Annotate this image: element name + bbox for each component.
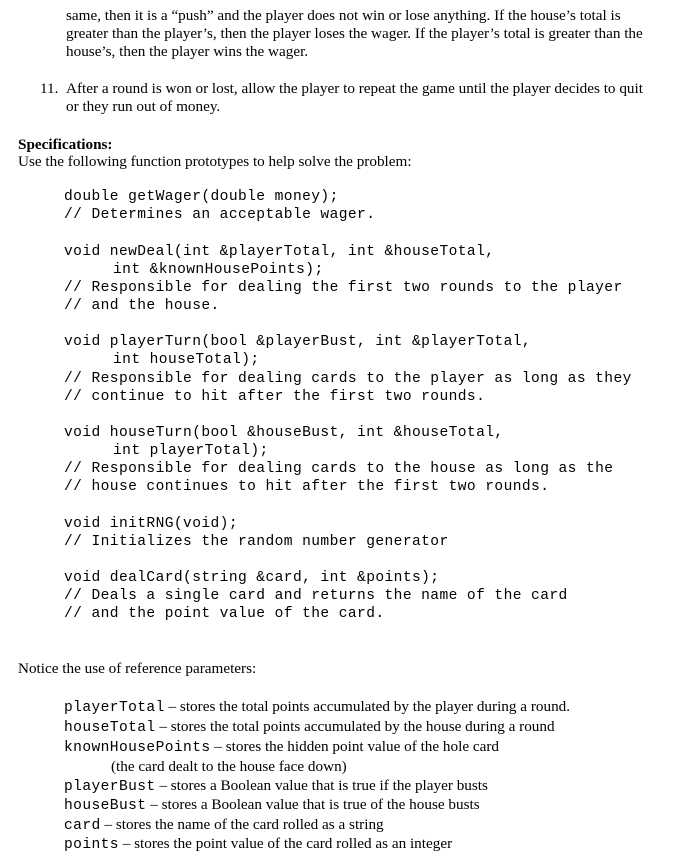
code-line: void dealCard(string &card, int &points); — [64, 570, 440, 586]
item-11-line-1: After a round is won or lost, allow the player to repeat the game until the player decides to quit — [66, 80, 643, 97]
parameter-name: card — [64, 818, 101, 834]
code-comment: // Responsible for dealing cards to the house as long as the — [64, 461, 614, 477]
list-item — [64, 816, 384, 835]
code-comment: // Determines an acceptable wager. — [64, 207, 376, 223]
code-line: int &knownHousePoints); — [113, 262, 324, 278]
parameter-description: – stores the hidden point value of the hole card — [210, 738, 500, 755]
parameter-description: – stores a Boolean value that is true if the player busts — [155, 777, 488, 794]
code-comment: // house continues to hit after the first two rounds. — [64, 479, 550, 495]
item-11-number: 11. — [40, 80, 59, 97]
parameter-description: – stores the point value of the card rolled as an integer — [118, 835, 453, 852]
parameter-description-continuation: (the card dealt to the house face down) — [111, 758, 347, 775]
list-item — [64, 738, 499, 757]
code-comment: // and the house. — [64, 298, 220, 314]
specifications-heading: Specifications: — [18, 136, 113, 153]
code-comment: // Deals a single card and returns the name of the card — [64, 588, 568, 604]
code-line: void newDeal(int &playerTotal, int &houseTotal, — [64, 244, 495, 260]
list-item — [64, 796, 480, 815]
parameter-description: – stores the name of the card rolled as a string — [100, 816, 384, 833]
parameter-description: – stores the total points accumulated by the house during a round — [155, 718, 555, 735]
code-line: void houseTurn(bool &houseBust, int &houseTotal, — [64, 425, 504, 441]
parameter-name: points — [64, 837, 119, 853]
notice-heading: Notice the use of reference parameters: — [18, 660, 257, 677]
intro-line-2: greater than the player’s, then the player loses the wager. If the player’s total is greater than the — [66, 25, 643, 42]
code-comment: // Responsible for dealing cards to the player as long as they — [64, 371, 632, 387]
list-item — [64, 777, 488, 796]
intro-line-3: house’s, then the player wins the wager. — [66, 43, 309, 60]
code-comment: // Responsible for dealing the first two rounds to the player — [64, 280, 623, 296]
code-line: int houseTotal); — [113, 352, 260, 368]
code-comment: // continue to hit after the first two rounds. — [64, 389, 486, 405]
parameter-description: – stores the total points accumulated by the player during a round. — [164, 698, 571, 715]
parameter-name: houseBust — [64, 798, 147, 814]
list-item — [64, 698, 570, 717]
item-11-line-2: or they run out of money. — [66, 98, 221, 115]
code-line: void initRNG(void); — [64, 516, 238, 532]
code-line: void playerTurn(bool &playerBust, int &playerTotal, — [64, 334, 532, 350]
parameter-name: knownHousePoints — [64, 740, 211, 756]
list-item — [64, 835, 452, 854]
parameter-name: playerBust — [64, 779, 156, 795]
code-comment: // Initializes the random number generator — [64, 534, 449, 550]
parameter-description: – stores a Boolean value that is true of the house busts — [146, 796, 480, 813]
code-line: double getWager(double money); — [64, 189, 339, 205]
parameter-name: playerTotal — [64, 700, 165, 716]
parameter-name: houseTotal — [64, 720, 156, 736]
specifications-intro: Use the following function prototypes to help solve the problem: — [18, 153, 412, 170]
code-line: int playerTotal); — [113, 443, 269, 459]
intro-line-1: same, then it is a “push” and the player does not win or lose anything. If the house’s total is — [66, 7, 621, 24]
list-item — [64, 718, 555, 737]
code-comment: // and the point value of the card. — [64, 606, 385, 622]
